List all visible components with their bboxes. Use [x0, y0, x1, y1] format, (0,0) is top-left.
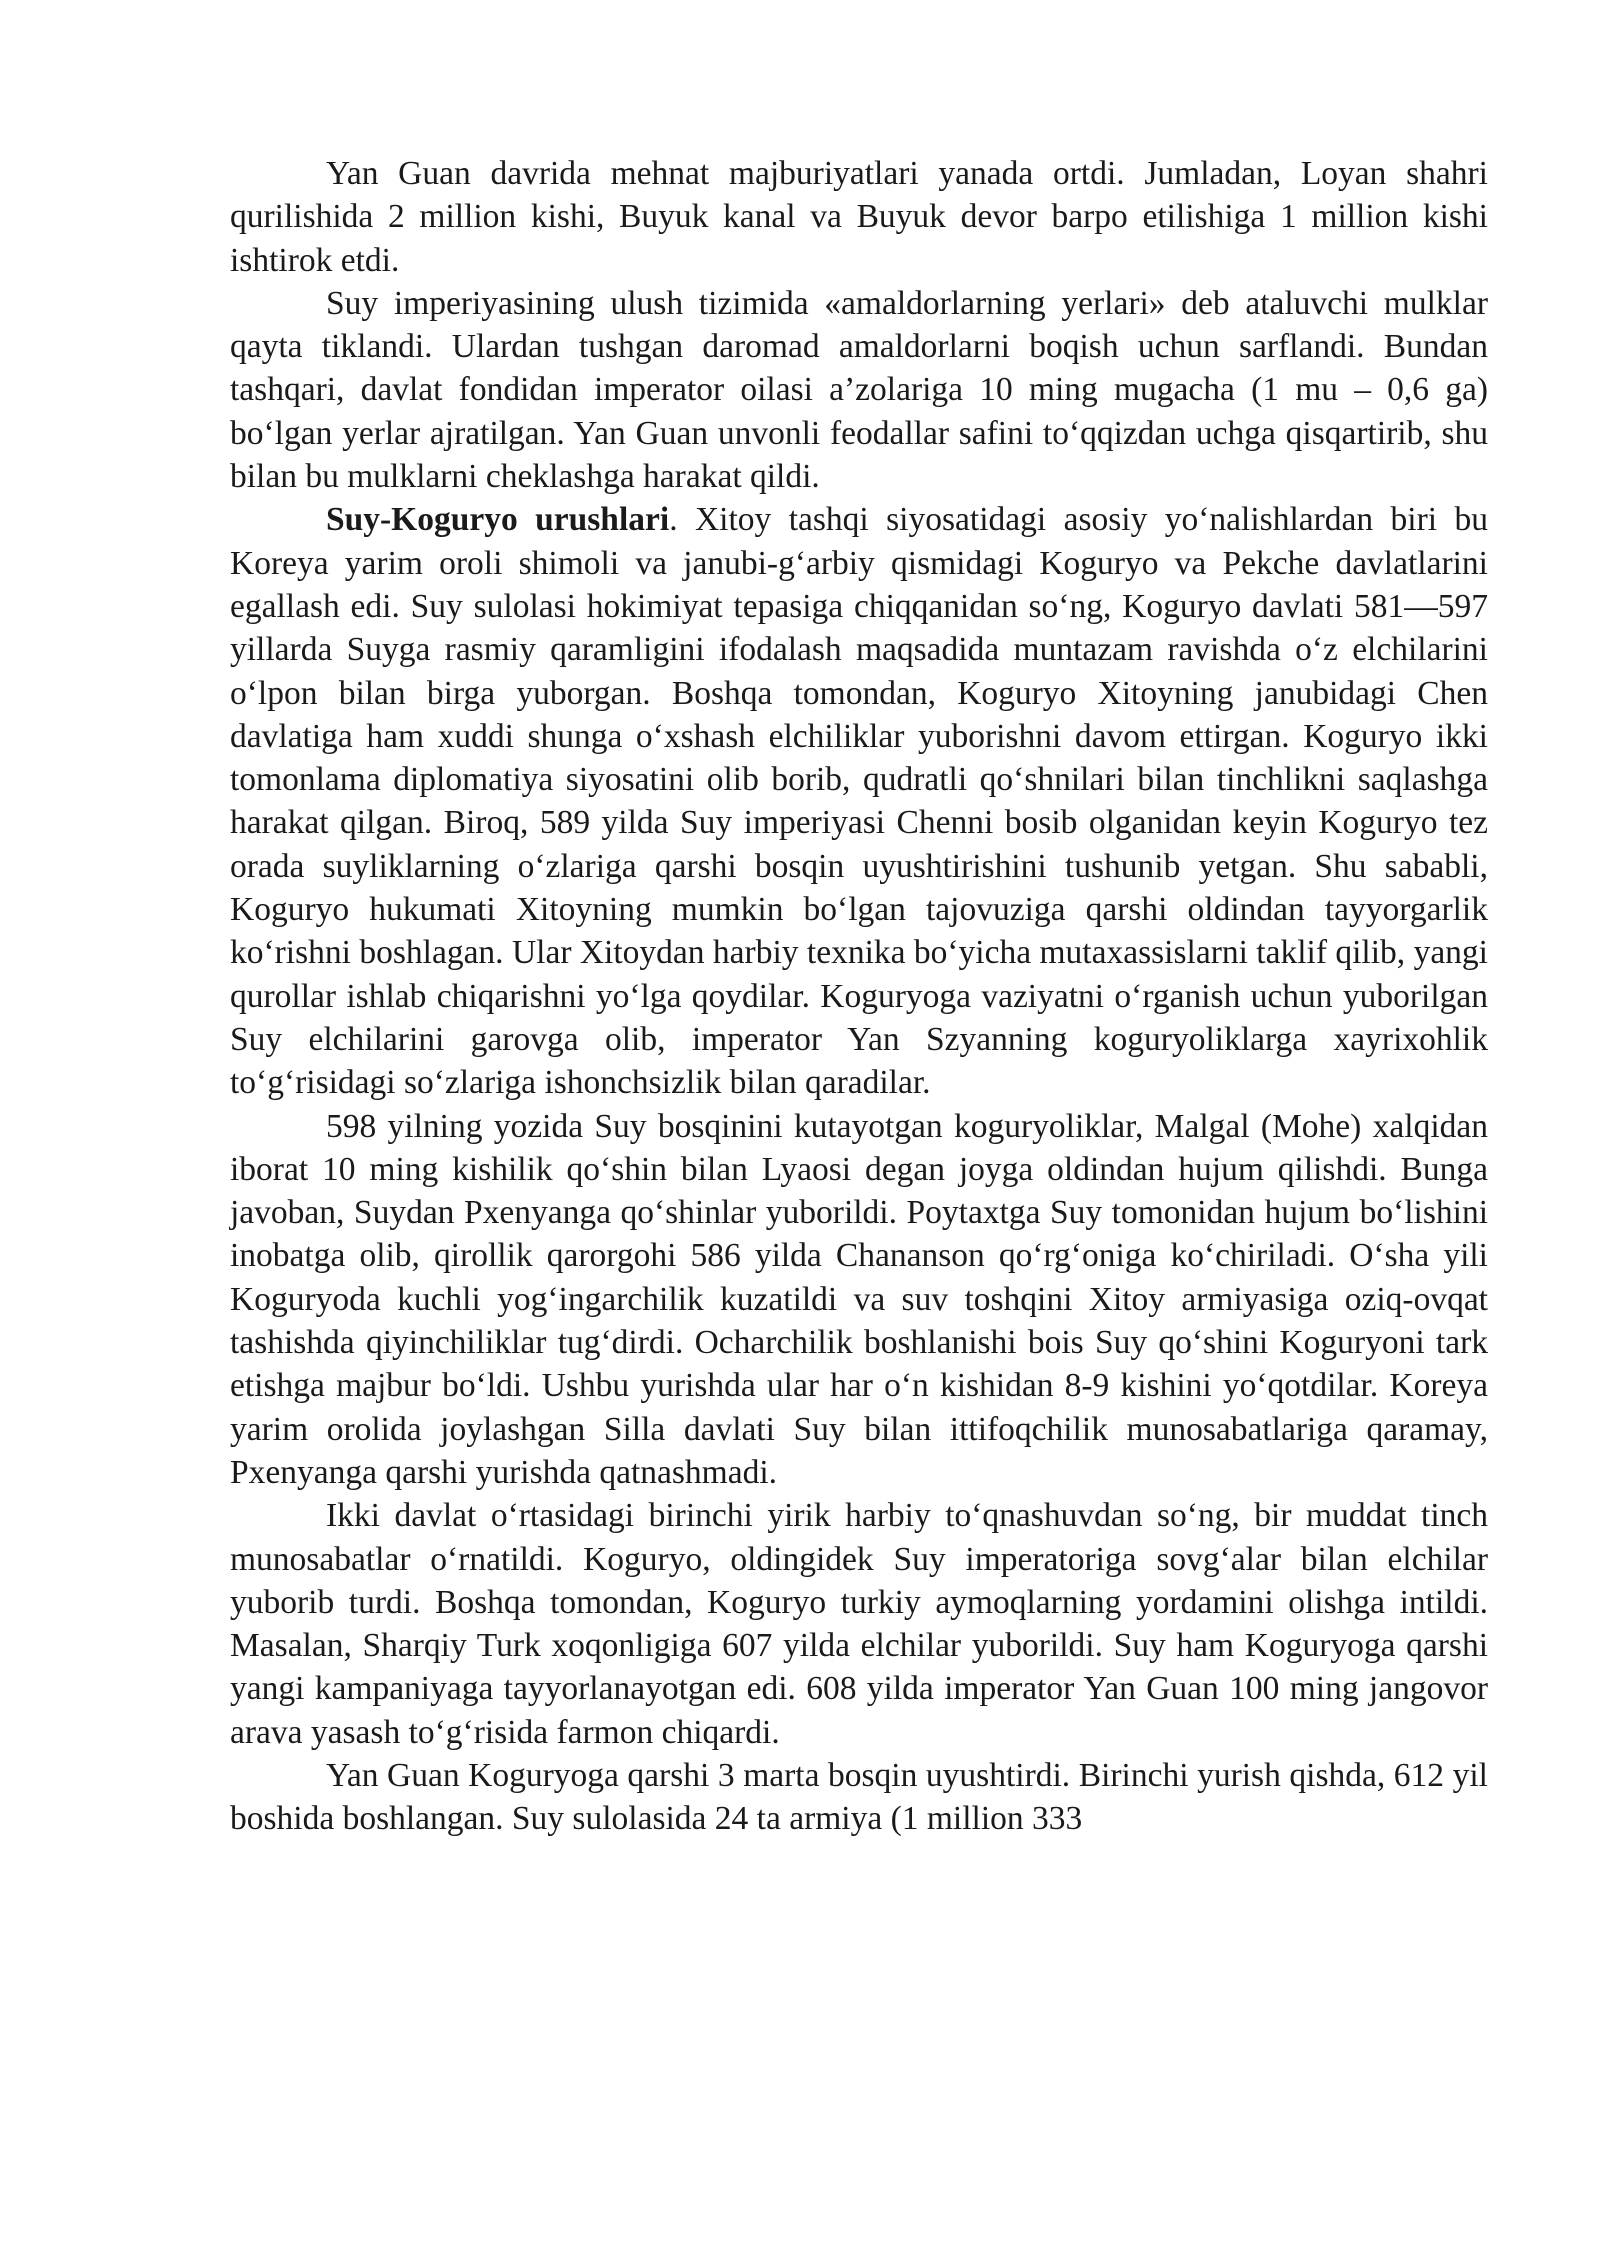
paragraph-4: [230, 1105, 1488, 1495]
paragraph-text: Yan Guan davrida mehnat majburiyatlari yanada ortdi. Jumladan, Loyan shahri qurilishida 2 million kishi, Buyuk kanal va Buyuk devor barpo etilishiga 1 million kishi ishtirok etdi.: [230, 155, 1488, 279]
paragraph-1: [230, 152, 1488, 282]
section-heading: Suy-Koguryo urushlari: [326, 501, 670, 539]
paragraph-text: Suy imperiyasining ulush tizimida «amaldorlarning yerlari» deb ataluvchi mulklar qayta tiklandi. Ulardan tushgan daromad amaldorlarni boqish uchun sarflandi. Bundan tashqari, davlat fondidan imperator oilasi a’zolariga 10 ming mugacha (1 mu – 0,6 ga) bo‘lgan yerlar ajratilgan. Yan Guan unvonli feodallar safini to‘qqizdan uchga qisqartirib, shu bilan bu mulklarni cheklashga harakat qildi.: [230, 284, 1488, 496]
paragraph-6: [230, 1754, 1488, 1841]
paragraph-3: [230, 498, 1488, 1104]
paragraph-text: . Xitoy tashqi siyosatidagi asosiy yo‘nalishlardan biri bu Koreya yarim oroli shimoli va janubi-g‘arbiy qismidagi Koguryo va Pekche davlatlarini egallash edi. Suy sulolasi hokimiyat tepasiga chiqqanidan so‘ng, Koguryo davlati 581—597 yillarda Suyga rasmiy qaramligini ifodalash maqsadida muntazam ravishda o‘z elchilarini o‘lpon bilan birga yuborgan. Boshqa tomondan, Koguryo Xitoyning janubidagi Chen davlatiga ham xuddi shunga o‘xshash elchiliklar yuborishni davom ettirgan. Koguryo ikki tomonlama diplomatiya siyosatini olib borib, qudratli qo‘shnilari bilan tinchlikni saqlashga harakat qilgan. Biroq, 589 yilda Suy imperiyasi Chenni bosib olganidan keyin Koguryo tez orada suyliklarning o‘zlariga qarshi bosqin uyushtirishini tushunib yetgan. Shu sababli, Koguryo hukumati Xitoyning mumkin bo‘lgan tajovuziga qarshi oldindan tayyorgarlik ko‘rishni boshlagan. Ular Xitoydan harbiy texnika bo‘yicha mutaxassislarni taklif qilib, yangi qurollar ishlab chiqarishni yo‘lga qoydilar. Koguryoga vaziyatni o‘rganish uchun yuborilgan Suy elchilarini garovga olib, imperator Yan Szyanning koguryoliklarga xayrixohlik to‘g‘risidagi so‘zlariga ishonchsizlik bilan qaradilar.: [230, 501, 1488, 1102]
paragraph-2: [230, 282, 1488, 498]
document-page: [230, 152, 1488, 1841]
paragraph-text: Ikki davlat o‘rtasidagi birinchi yirik harbiy to‘qnashuvdan so‘ng, bir muddat tinch munosabatlar o‘rnatildi. Koguryo, oldingidek Suy imperatoriga sovg‘alar bilan elchilar yuborib turdi. Boshqa tomondan, Koguryo turkiy aymoqlarning yordamini olishga intildi. Masalan, Sharqiy Turk xoqonligiga 607 yilda elchilar yuborildi. Suy ham Koguryoga qarshi yangi kampaniyaga tayyorlanayotgan edi. 608 yilda imperator Yan Guan 100 ming jangovor arava yasash to‘g‘risida farmon chiqardi.: [230, 1497, 1488, 1751]
paragraph-5: [230, 1494, 1488, 1754]
paragraph-text: Yan Guan Koguryoga qarshi 3 marta bosqin uyushtirdi. Birinchi yurish qishda, 612 yil boshida boshlangan. Suy sulolasida 24 ta armiya (1 million 333: [230, 1756, 1488, 1838]
paragraph-text: 598 yilning yozida Suy bosqinini kutayotgan koguryoliklar, Malgal (Mohe) xalqidan iborat 10 ming kishilik qo‘shin bilan Lyaosi degan joyga oldindan hujum qilishdi. Bunga javoban, Suydan Pxenyanga qo‘shinlar yuborildi. Poytaxtga Suy tomonidan hujum bo‘lishini inobatga olib, qirollik qarorgohi 586 yilda Chananson qo‘rg‘oniga ko‘chiriladi. O‘sha yili Koguryoda kuchli yog‘ingarchilik kuzatildi va suv toshqini Xitoy armiyasiga oziq-ovqat tashishda qiyinchiliklar tug‘dirdi. Ocharchilik boshlanishi bois Suy qo‘shini Koguryoni tark etishga majbur bo‘ldi. Ushbu yurishda ular har o‘n kishidan 8-9 kishini yo‘qotdilar. Koreya yarim orolida joylashgan Silla davlati Suy bilan ittifoqchilik munosabatlariga qaramay, Pxenyanga qarshi yurishda qatnashmadi.: [230, 1107, 1488, 1491]
